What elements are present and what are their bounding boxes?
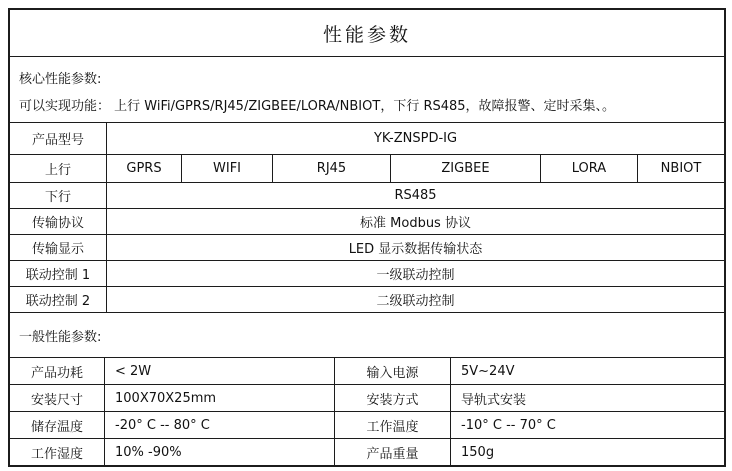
spec-label: 下行 xyxy=(44,190,71,205)
general-params-heading-row xyxy=(10,312,724,357)
table-row-linkage-1 xyxy=(10,260,724,286)
table-row-model xyxy=(10,122,724,154)
param-label: 工作温度 xyxy=(334,412,450,438)
features-line: 可以实现功能： 上行 WiFi/GPRS/RJ45/ZIGBEE/LORA/NBIOT，下行 RS485，故障报警、定时采集、。 xyxy=(19,99,616,114)
spec-label: 传输显示 xyxy=(31,242,84,257)
param-label: 安装方式 xyxy=(334,385,450,411)
param-value: -20° C -- 80° C xyxy=(104,412,334,438)
param-label: 产品重量 xyxy=(334,439,450,465)
param-value: 100X70X25mm xyxy=(104,385,334,411)
uplink-option-zigbee: ZIGBEE xyxy=(390,155,540,182)
title-row xyxy=(10,10,724,56)
spec-value: RS485 xyxy=(106,183,724,208)
uplink-option-gprs: GPRS xyxy=(106,155,181,182)
uplink-option-wifi: WIFI xyxy=(181,155,272,182)
uplink-option-nbiot: NBIOT xyxy=(637,155,724,182)
spec-label: 传输协议 xyxy=(31,216,84,231)
param-value: 导轨式安装 xyxy=(450,385,724,411)
spec-value: 一级联动控制 xyxy=(106,261,724,286)
param-label: 产品功耗 xyxy=(30,365,83,381)
table-row-downlink xyxy=(10,182,724,208)
param-value: 150g xyxy=(450,439,724,465)
spec-sheet xyxy=(8,8,726,467)
uplink-option-rj45: RJ45 xyxy=(272,155,390,182)
spec-value: 二级联动控制 xyxy=(106,287,724,312)
param-label: 储存温度 xyxy=(30,419,83,435)
spec-value: 标准 Modbus 协议 xyxy=(106,209,724,234)
spec-label: 联动控制 1 xyxy=(25,268,91,283)
param-value: < 2W xyxy=(104,358,334,384)
table-row-protocol xyxy=(10,208,724,234)
table-row-display xyxy=(10,234,724,260)
param-label: 工作湿度 xyxy=(30,446,83,462)
table-row-uplink xyxy=(10,154,724,182)
model-label: 产品型号 xyxy=(31,133,84,148)
param-label: 安装尺寸 xyxy=(30,392,83,408)
param-value: 10% -90% xyxy=(104,439,334,465)
param-label: 输入电源 xyxy=(334,358,450,384)
param-value: 5V~24V xyxy=(450,358,724,384)
general-params-heading: 一般性能参数: xyxy=(19,329,102,345)
table-row-general xyxy=(10,384,724,411)
table-row-linkage-2 xyxy=(10,286,724,312)
spec-value: LED 显示数据传输状态 xyxy=(106,235,724,260)
table-row-general xyxy=(10,357,724,384)
model-value: YK-ZNSPD-IG xyxy=(106,123,724,154)
table-row-general xyxy=(10,438,724,465)
page-title: 性能参数 xyxy=(322,23,411,46)
spec-label: 联动控制 2 xyxy=(25,294,91,309)
intro-block xyxy=(10,56,724,122)
param-value: -10° C -- 70° C xyxy=(450,412,724,438)
uplink-label: 上行 xyxy=(44,163,71,178)
table-row-general xyxy=(10,411,724,438)
uplink-option-lora: LORA xyxy=(540,155,637,182)
core-params-heading: 核心性能参数: xyxy=(19,72,102,87)
